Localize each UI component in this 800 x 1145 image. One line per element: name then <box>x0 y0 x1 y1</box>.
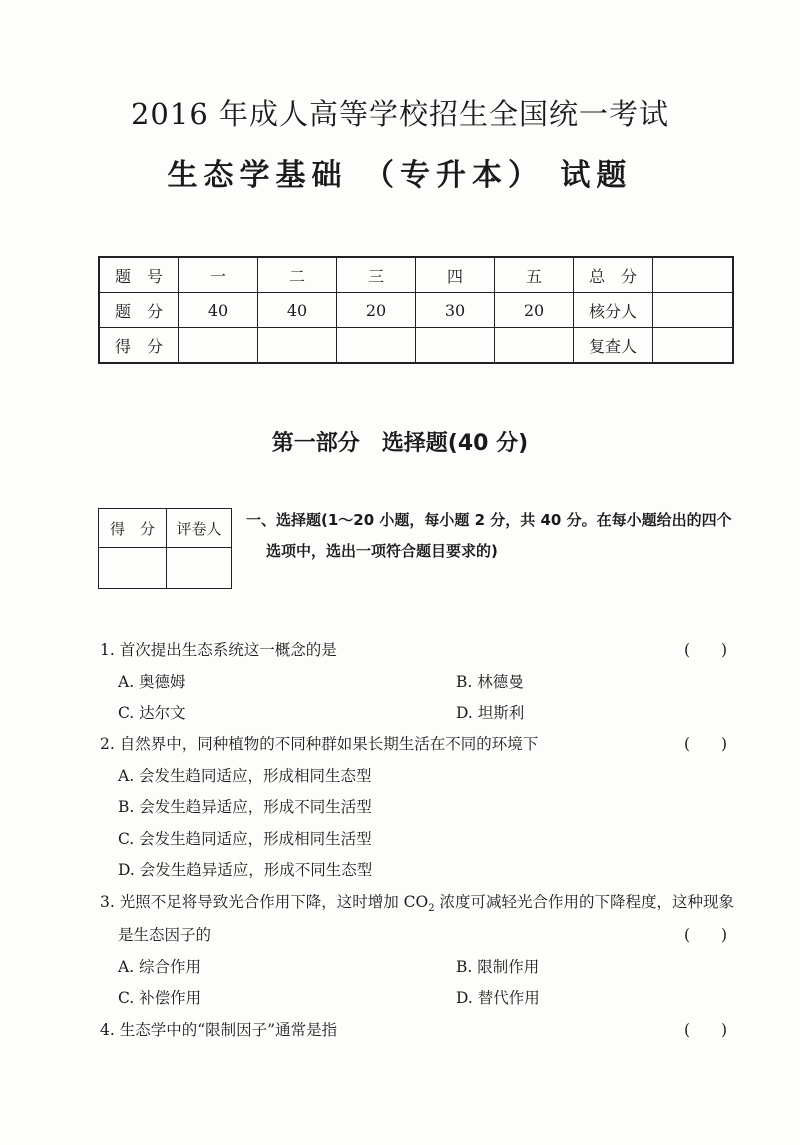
instructions-line: 一、选择题(1～20 小题，每小题 2 分，共 40 分。在每小题给出的四个 <box>246 511 732 529</box>
paper-title: 生态学基础 （专升本） 试题 <box>167 158 633 193</box>
grader-score-cell <box>99 548 167 589</box>
table-row <box>99 293 733 328</box>
question-score-cell: 40 <box>179 293 258 328</box>
option: A. 奥德姆 <box>118 673 186 691</box>
score-table <box>98 256 734 364</box>
option: A. 综合作用 <box>118 958 202 976</box>
grader-name-label: 评卷人 <box>167 509 232 548</box>
table-row <box>99 257 733 293</box>
total-score-cell <box>653 257 734 293</box>
option: C. 补偿作用 <box>118 989 202 1007</box>
option: B. 限制作用 <box>456 958 540 976</box>
row-header: 得 分 <box>99 328 179 364</box>
option: A. 会发生趋同适应，形成相同生态型 <box>118 767 372 785</box>
question-score-cell: 40 <box>258 293 337 328</box>
subscript: 2 <box>428 903 435 915</box>
question-stem: 2. 自然界中，同种植物的不同种群如果长期生活在不同的环境下 <box>100 735 539 753</box>
grader-score-label: 得 分 <box>99 509 167 548</box>
total-score-label: 总 分 <box>574 257 653 293</box>
obtained-score-cell <box>179 328 258 364</box>
grader-box <box>98 508 232 589</box>
question-number-cell: 四 <box>416 257 495 293</box>
question-score-cell: 20 <box>495 293 574 328</box>
option: C. 达尔文 <box>118 704 186 722</box>
row-header: 题 分 <box>99 293 179 328</box>
exam-title: 2016 年成人高等学校招生全国统一考试 <box>130 97 670 131</box>
answer-paren: ( ) <box>684 1021 728 1039</box>
question-stem: 1. 首次提出生态系统这一概念的是 <box>100 641 337 659</box>
obtained-score-cell <box>337 328 416 364</box>
option: D. 替代作用 <box>456 989 540 1007</box>
stem-text: 3. 光照不足将导致光合作用下降，这时增加 CO <box>100 893 429 911</box>
obtained-score-cell <box>495 328 574 364</box>
stem-text: 浓度可减轻光合作用的下降程度，这种现象 <box>434 893 735 911</box>
question-number-cell: 二 <box>258 257 337 293</box>
score-checker-cell <box>653 293 734 328</box>
instructions-line: 选项中，选出一项符合题目要求的) <box>266 542 498 560</box>
reviewer-label: 复查人 <box>574 328 653 364</box>
obtained-score-cell <box>416 328 495 364</box>
row-header: 题 号 <box>99 257 179 293</box>
table-row <box>99 328 733 364</box>
question-number-cell: 三 <box>337 257 416 293</box>
option: C. 会发生趋同适应，形成相同生活型 <box>118 830 372 848</box>
option: D. 会发生趋异适应，形成不同生态型 <box>118 861 373 879</box>
section-instructions <box>246 505 746 567</box>
question-number-cell: 五 <box>495 257 574 293</box>
question-score-cell: 20 <box>337 293 416 328</box>
question-score-cell: 30 <box>416 293 495 328</box>
grader-name-cell <box>167 548 232 589</box>
option: B. 会发生趋异适应，形成不同生活型 <box>118 798 372 816</box>
answer-paren: ( ) <box>684 926 728 944</box>
answer-paren: ( ) <box>684 735 728 753</box>
part-title: 第一部分 选择题(40 分) <box>271 431 529 456</box>
option: B. 林德曼 <box>456 673 524 691</box>
score-checker-label: 核分人 <box>574 293 653 328</box>
question-number-cell: 一 <box>179 257 258 293</box>
obtained-score-cell <box>258 328 337 364</box>
question-stem: 4. 生态学中的“限制因子”通常是指 <box>100 1021 338 1039</box>
reviewer-cell <box>653 328 734 364</box>
option: D. 坦斯利 <box>456 704 525 722</box>
answer-paren: ( ) <box>684 641 728 659</box>
question-stem <box>100 890 734 914</box>
question-stem-continued: 是生态因子的 <box>118 926 212 944</box>
